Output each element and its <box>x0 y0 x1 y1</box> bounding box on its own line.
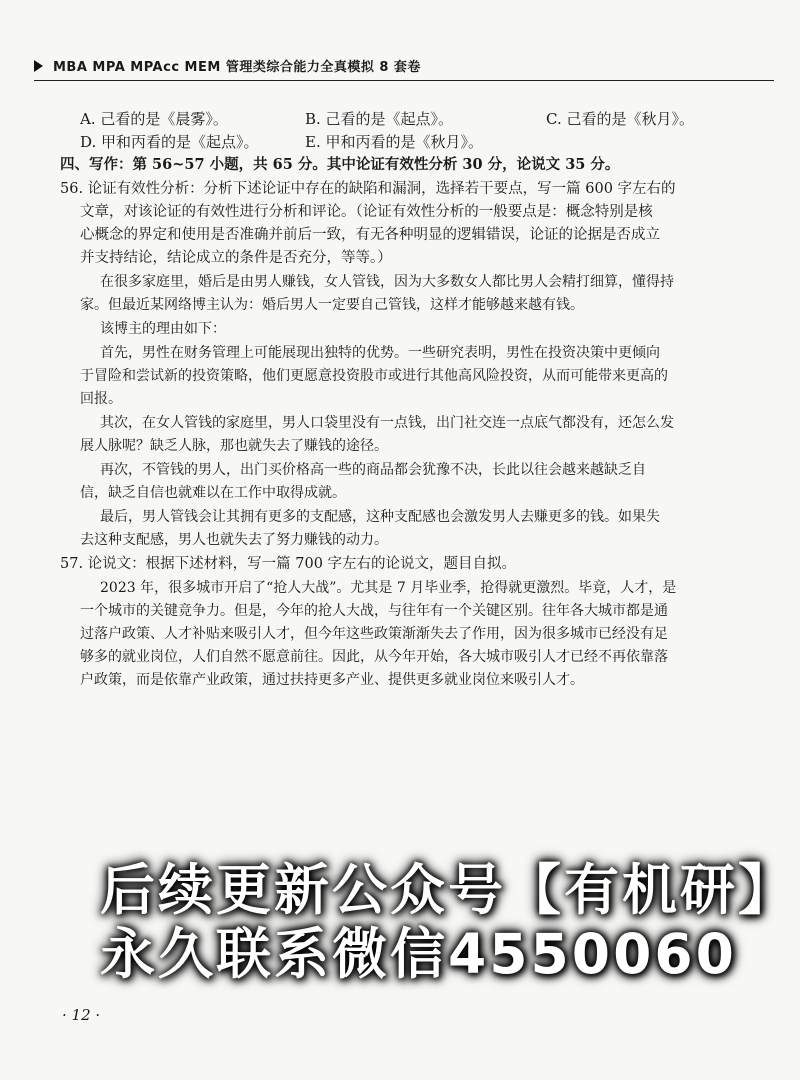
q56-passage-line: 家。但最近某网络博主认为：婚后男人一定要自己管钱，这样才能够越来越有钱。 <box>80 297 584 313</box>
q56-passage-line: 再次，不管钱的男人，出门买价格高一些的商品都会犹豫不决，长此以往会越来越缺乏自 <box>100 462 646 478</box>
option-a: A. 己看的是《晨雾》。 <box>80 110 228 128</box>
q56-passage-line: 该博主的理由如下： <box>100 321 226 337</box>
running-header <box>34 56 774 75</box>
q56-line-1: 56. 论证有效性分析：分析下述论证中存在的缺陷和漏洞，选择若干要点，写一篇 600 字左右的 <box>60 181 676 197</box>
q56-passage-line: 回报。 <box>80 391 122 407</box>
q57-passage-line: 户政策，而是依靠产业政策，通过扶持更多产业、提供更多就业岗位来吸引人才。 <box>80 672 584 688</box>
q57-passage-line: 2023 年，很多城市开启了“抢人大战”。尤其是 7 月毕业季，抢得就更激烈。毕竟，人才，是 <box>100 580 677 596</box>
q56-passage-line: 于冒险和尝试新的投资策略，他们更愿意投资股市或进行其他高风险投资，从而可能带来更高的 <box>80 368 668 384</box>
q56-passage-line: 其次，在女人管钱的家庭里，男人口袋里没有一点钱，出门社交连一点底气都没有，还怎么发 <box>100 415 674 431</box>
option-d: D. 甲和丙看的是《起点》。 <box>80 133 259 151</box>
q56-passage-line: 展人脉呢？缺乏人脉，那也就失去了赚钱的途径。 <box>80 438 388 454</box>
option-b: B. 己看的是《起点》。 <box>305 110 454 128</box>
option-e: E. 甲和丙看的是《秋月》。 <box>305 133 483 151</box>
q57-passage-line: 够多的就业岗位，人们自然不愿意前往。因此，从今年开始，各大城市吸引人才已经不再依靠落 <box>80 649 668 665</box>
triangle-bullet-icon <box>34 60 43 72</box>
q57-passage-line: 过落户政策、人才补贴来吸引人才，但今年这些政策渐渐失去了作用，因为很多城市已经没有足 <box>80 626 668 642</box>
header-divider <box>34 80 774 81</box>
q56-passage-line: 信，缺乏自信也就难以在工作中取得成就。 <box>80 485 346 501</box>
q56-line-4: 并支持结论，结论成立的条件是否充分，等等。） <box>80 250 392 266</box>
q56-passage-line: 首先，男性在财务管理上可能展现出独特的优势。一些研究表明，男性在投资决策中更倾向 <box>100 345 660 361</box>
q56-passage-line: 在很多家庭里，婚后是由男人赚钱，女人管钱，因为大多数女人都比男人会精打细算，懂得持 <box>100 274 674 290</box>
watermark-line-2: 永久联系微信4550060 <box>100 922 737 986</box>
option-c: C. 己看的是《秋月》。 <box>546 110 694 128</box>
q56-passage-line: 去这种支配感，男人也就失去了努力赚钱的动力。 <box>80 532 388 548</box>
section-heading: 四、写作：第 56~57 小题，共 65 分。其中论证有效性分析 30 分，论说文 35 分。 <box>60 156 620 173</box>
q56-line-2: 文章，对该论证的有效性进行分析和评论。（论证有效性分析的一般要点是：概念特别是核 <box>80 204 653 220</box>
header-title: MBA MPA MPAcc MEM 管理类综合能力全真模拟 8 套卷 <box>53 60 421 75</box>
page-number: · 12 · <box>62 1006 101 1024</box>
q57-heading: 57. 论说文：根据下述材料，写一篇 700 字左右的论说文，题目自拟。 <box>60 556 517 572</box>
q56-passage-line: 最后，男人管钱会让其拥有更多的支配感，这种支配感也会激发男人去赚更多的钱。如果失 <box>100 509 660 525</box>
q56-line-3: 心概念的界定和使用是否准确并前后一致，有无各种明显的逻辑错误，论证的论据是否成立 <box>80 227 660 243</box>
q57-passage-line: 一个城市的关键竞争力。但是，今年的抢人大战，与往年有一个关键区别。往年各大城市都是通 <box>80 603 668 619</box>
watermark-line-1: 后续更新公众号【有机研】 <box>100 858 797 922</box>
